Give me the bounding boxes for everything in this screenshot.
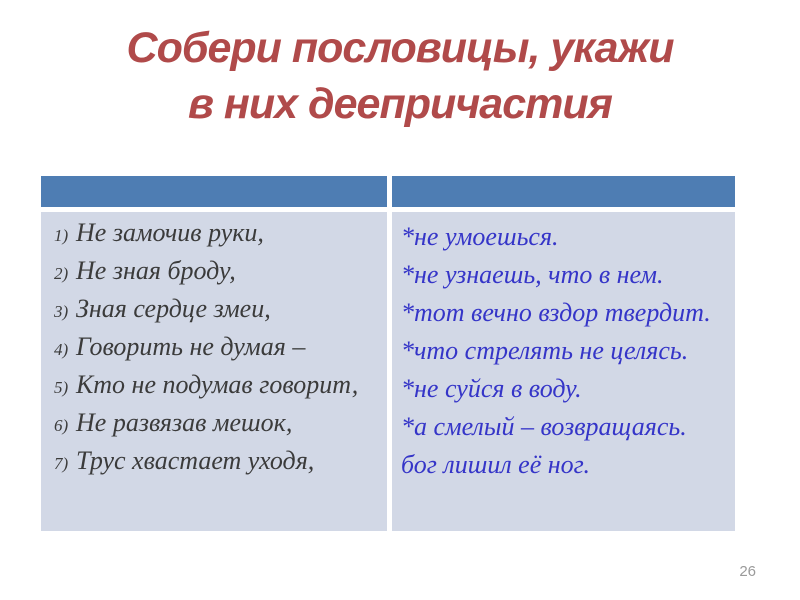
item-text: Кто не подумав говорит, xyxy=(76,370,359,399)
table-row xyxy=(54,218,387,256)
ending-line: бог лишил её ног. xyxy=(401,450,590,479)
ending-line: *а смелый – возвращаясь. xyxy=(401,412,687,441)
item-number: 5) xyxy=(54,378,69,397)
table-row xyxy=(54,332,387,370)
table-header-row xyxy=(41,176,735,207)
proverb-starts-cell xyxy=(41,212,387,531)
proverb-endings-cell xyxy=(392,212,735,531)
item-text: Говорить не думая – xyxy=(76,332,306,361)
proverbs-table xyxy=(41,176,735,531)
ending-line: *не узнаешь, что в нем. xyxy=(401,260,664,289)
item-number: 2) xyxy=(54,264,69,283)
slide-title-line1: Собери пословицы, укажи xyxy=(126,24,674,72)
ending-line: *что стрелять не целясь. xyxy=(401,336,689,365)
ending-line: *тот вечно вздор твердит. xyxy=(401,298,711,327)
page-number: 26 xyxy=(739,563,756,580)
table-header-cell-right xyxy=(392,176,735,207)
table-row xyxy=(54,370,387,408)
slide-title xyxy=(0,20,800,132)
table-row xyxy=(54,294,387,332)
item-number: 6) xyxy=(54,416,69,435)
table-row xyxy=(54,256,387,294)
item-text: Не замочив руки, xyxy=(76,218,264,247)
ending-line: *не умоешься. xyxy=(401,222,559,251)
item-number: 1) xyxy=(54,226,69,245)
ending-line: *не суйся в воду. xyxy=(401,374,582,403)
table-header-cell-left xyxy=(41,176,387,207)
table-row xyxy=(54,408,387,446)
item-text: Не развязав мешок, xyxy=(76,408,293,437)
item-text: Зная сердце змеи, xyxy=(76,294,271,323)
item-text: Не зная броду, xyxy=(76,256,236,285)
slide-title-line2: в них деепричастия xyxy=(188,80,612,128)
item-number: 7) xyxy=(54,454,69,473)
item-number: 3) xyxy=(54,302,69,321)
table-body-row xyxy=(41,212,735,531)
item-text: Трус хвастает уходя, xyxy=(76,446,315,475)
item-number: 4) xyxy=(54,340,69,359)
table-row xyxy=(54,446,387,484)
